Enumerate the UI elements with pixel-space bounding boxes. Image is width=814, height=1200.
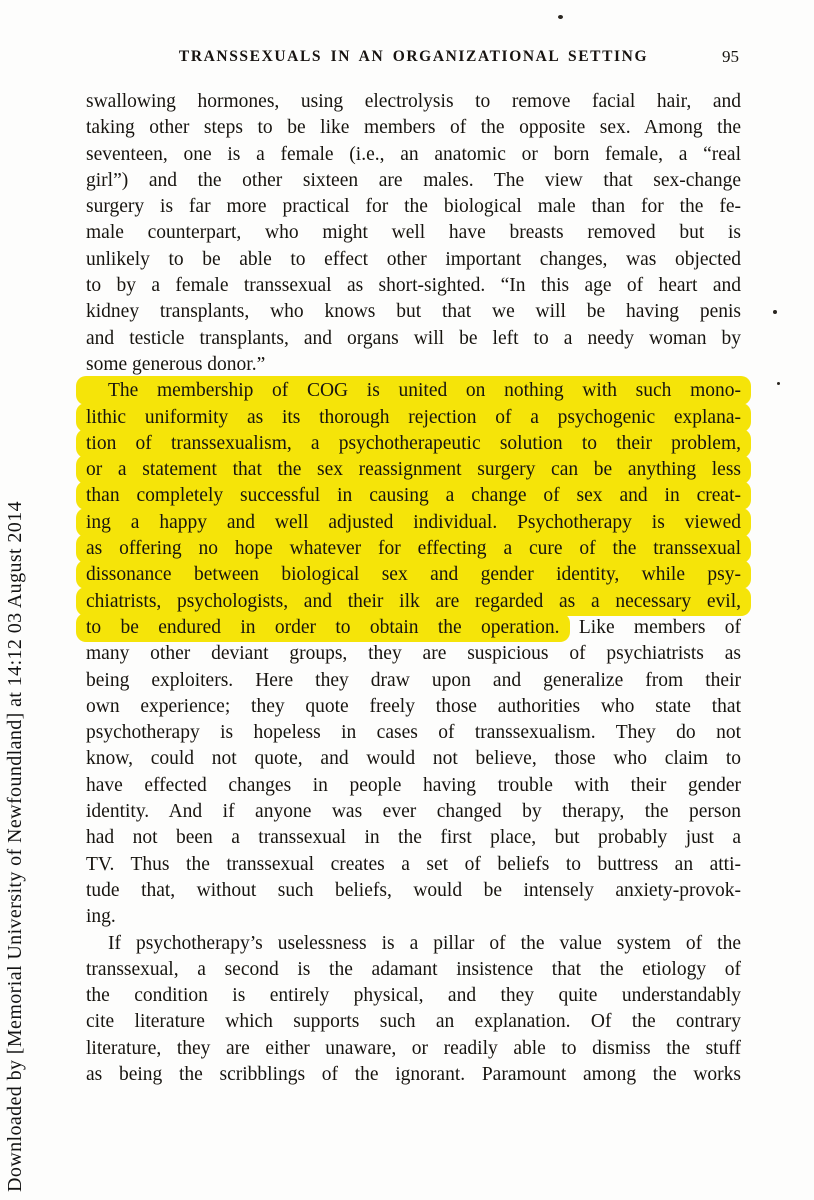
text-line (86, 326, 741, 352)
text-line (86, 562, 741, 588)
highlighted-text: than completely successful in causing a change of sex and in creat- (76, 481, 751, 510)
text-segment: to by a female transsexual as short-sighted. “In this age of heart and (86, 275, 741, 297)
text-line (86, 352, 741, 378)
text-segment: Like members of (559, 616, 741, 638)
text-line (86, 878, 741, 904)
highlighted-text: to be endured in order to obtain the operation. (76, 613, 570, 642)
text-line (86, 1062, 741, 1088)
text-segment: identity. And if anyone was ever changed by therapy, the person (86, 801, 741, 823)
text-body (86, 89, 741, 1088)
text-segment: psychotherapy is hopeless in cases of transsexualism. They do not (86, 722, 741, 744)
text-segment: surgery is far more practical for the biological male than for the fe- (86, 196, 741, 218)
text-segment: seventeen, one is a female (i.e., an anatomic or born female, a “real (86, 143, 741, 165)
text-line (86, 957, 741, 983)
text-line (86, 247, 741, 273)
text-segment: some generous donor.” (86, 353, 266, 375)
running-header (86, 48, 741, 70)
text-segment: had not been a transsexual in the first place, but probably just a (86, 827, 741, 849)
text-line (86, 983, 741, 1009)
text-line (86, 668, 741, 694)
text-line (86, 1009, 741, 1035)
text-segment: transsexual, a second is the adamant insistence that the etiology of (86, 958, 741, 980)
text-line (86, 405, 741, 431)
text-segment: If psychotherapy’s uselessness is a pillar of the value system of the (108, 932, 741, 954)
text-segment: taking other steps to be like members of the opposite sex. Among the (86, 117, 741, 139)
text-line (86, 589, 741, 615)
text-line (86, 89, 741, 115)
text-segment: many other deviant groups, they are suspicious of psychiatrists as (86, 643, 741, 665)
text-segment: being exploiters. Here they draw upon and generalize from their (86, 669, 741, 691)
highlighted-text: chiatrists, psychologists, and their ilk are regarded as a necessary evil, (76, 587, 751, 616)
text-segment: literature, they are either unaware, or readily able to dismiss the stuff (86, 1037, 741, 1059)
text-segment: swallowing hormones, using electrolysis to remove facial hair, and (86, 91, 741, 112)
text-line (86, 115, 741, 141)
text-segment: male counterpart, who might well have breasts removed but is (86, 222, 741, 244)
highlighted-text: dissonance between biological sex and gender identity, while psy- (76, 560, 751, 589)
text-line (86, 773, 741, 799)
text-line (86, 299, 741, 325)
text-line (86, 694, 741, 720)
text-segment: cite literature which supports such an explanation. Of the contrary (86, 1011, 741, 1033)
text-segment: the condition is entirely physical, and they quite understandably (86, 985, 741, 1007)
highlighted-text: or a statement that the sex reassignment surgery can be anything less (76, 455, 751, 484)
highlighted-text: as offering no hope whatever for effecting a cure of the transsexual (76, 534, 751, 563)
text-line (86, 142, 741, 168)
text-segment: girl”) and the other sixteen are males. The view that sex-change (86, 169, 741, 191)
text-line (86, 273, 741, 299)
text-line (86, 799, 741, 825)
scan-speck (773, 310, 777, 314)
text-segment: tude that, without such beliefs, would be intensely anxiety-provok- (86, 879, 741, 901)
highlighted-text: The membership of COG is united on nothing with such mono- (76, 376, 751, 405)
text-line (86, 483, 741, 509)
text-line (86, 194, 741, 220)
text-line (86, 904, 741, 930)
highlighted-text: lithic uniformity as its thorough rejection of a psychogenic explana- (76, 403, 751, 432)
scan-speck (558, 15, 563, 19)
text-segment: have effected changes in people having trouble with their gender (86, 774, 741, 796)
text-line (86, 220, 741, 246)
highlighted-text: ing a happy and well adjusted individual. Psychotherapy is viewed (76, 508, 751, 537)
text-line (86, 510, 741, 536)
text-line (86, 825, 741, 851)
text-segment: know, could not quote, and would not believe, those who claim to (86, 748, 741, 770)
text-line (86, 1036, 741, 1062)
text-line (86, 457, 741, 483)
text-line (86, 431, 741, 457)
scan-speck (777, 382, 780, 385)
text-line (86, 378, 741, 404)
text-line (86, 720, 741, 746)
text-line (86, 931, 741, 957)
text-line (86, 746, 741, 772)
download-watermark: Downloaded by [Memorial University of Newfoundland] at 14:12 03 August 2014 (4, 500, 26, 1192)
page-number: 95 (722, 47, 739, 66)
text-segment: as being the scribblings of the ignorant. Paramount among the works (86, 1063, 741, 1085)
text-segment: TV. Thus the transsexual creates a set of beliefs to buttress an atti- (86, 853, 741, 875)
text-line (86, 852, 741, 878)
text-segment: unlikely to be able to effect other important changes, was objected (86, 248, 741, 270)
text-line (86, 536, 741, 562)
highlighted-text: tion of transsexualism, a psychotherapeutic solution to their problem, (76, 429, 751, 458)
header-title: TRANSSEXUALS IN AN ORGANIZATIONAL SETTING (178, 48, 649, 65)
text-segment: and testicle transplants, and organs will be left to a needy woman by (86, 327, 741, 349)
text-line (86, 641, 741, 667)
text-line (86, 615, 741, 641)
text-segment: kidney transplants, who knows but that we will be having penis (86, 301, 741, 323)
text-line (86, 168, 741, 194)
text-segment: ing. (86, 906, 116, 928)
text-segment: own experience; they quote freely those authorities who state that (86, 695, 741, 717)
